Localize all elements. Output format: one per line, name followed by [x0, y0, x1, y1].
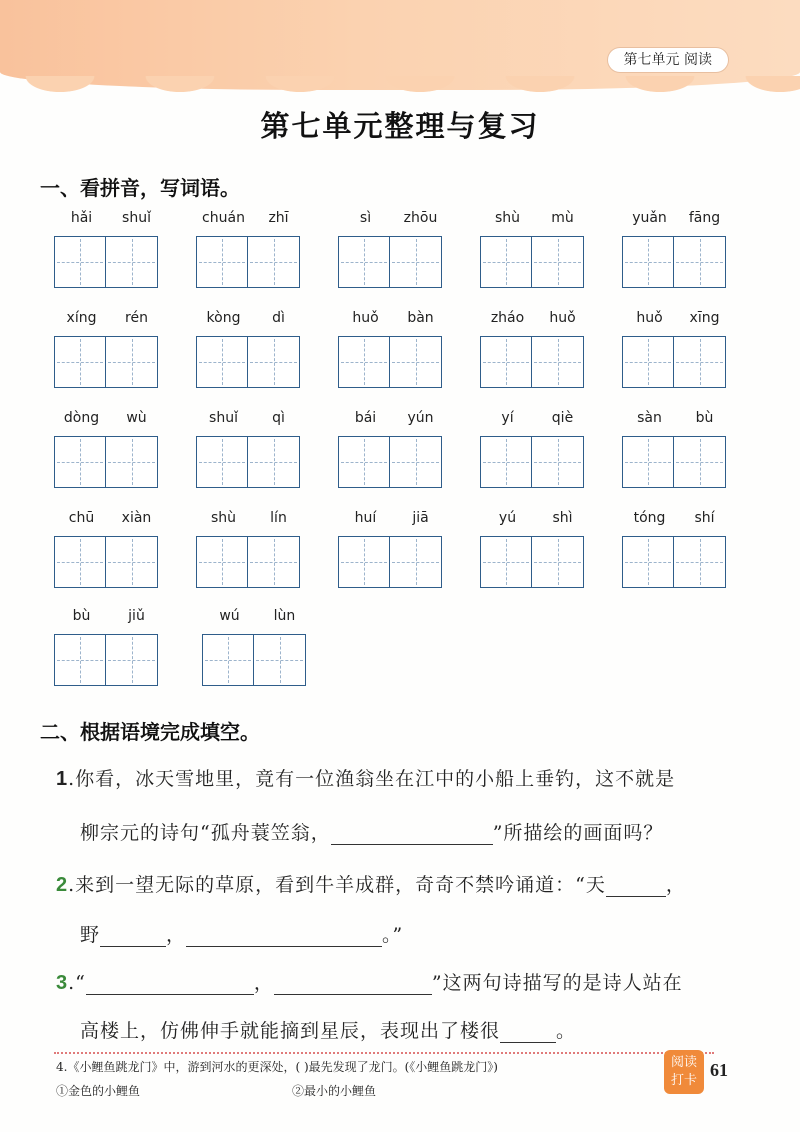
tianzige-box[interactable]	[54, 236, 106, 288]
pinyin-syllable: zhī	[268, 210, 289, 226]
pinyin-syllable: sàn	[637, 410, 662, 426]
pinyin	[338, 310, 448, 332]
answer-blank[interactable]	[86, 974, 254, 995]
word-item	[480, 410, 590, 488]
tianzige-box[interactable]	[622, 436, 674, 488]
tianzige-box[interactable]	[480, 236, 532, 288]
tianzige-box[interactable]	[254, 634, 306, 686]
pinyin	[338, 410, 448, 432]
unit-tag: 第七单元 阅读	[608, 48, 728, 72]
pinyin-syllable: shù	[494, 210, 521, 226]
tianzige-box[interactable]	[674, 236, 726, 288]
header-banner	[0, 0, 800, 90]
writing-boxes	[54, 634, 164, 686]
tianzige-box[interactable]	[248, 436, 300, 488]
question-text: 。	[556, 1020, 577, 1042]
pinyin-syllable: yún	[407, 410, 434, 426]
pinyin-syllable: shuǐ	[122, 210, 151, 226]
page-title: 第七单元整理与复习	[260, 109, 540, 143]
writing-boxes	[54, 236, 164, 288]
pinyin	[622, 310, 732, 332]
question-number: 3	[56, 972, 69, 994]
pinyin-syllable: zháo	[490, 310, 525, 326]
pinyin-syllable: lùn	[273, 608, 296, 624]
writing-boxes	[196, 336, 306, 388]
tianzige-box[interactable]	[390, 436, 442, 488]
pinyin-syllable: bù	[72, 608, 91, 624]
tianzige-box[interactable]	[54, 436, 106, 488]
pinyin	[196, 310, 306, 332]
word-item	[622, 310, 732, 388]
pinyin-syllable: wù	[126, 410, 147, 426]
question-3-line2	[80, 1016, 780, 1043]
pinyin-syllable: zhōu	[403, 210, 438, 226]
pinyin	[338, 510, 448, 532]
pinyin	[480, 410, 590, 432]
word-item	[480, 510, 590, 588]
tianzige-box[interactable]	[54, 634, 106, 686]
writing-boxes	[480, 436, 590, 488]
pinyin-syllable: lín	[270, 510, 287, 526]
pinyin-syllable: sì	[359, 210, 372, 226]
tianzige-box[interactable]	[480, 436, 532, 488]
pinyin-syllable: qì	[272, 410, 285, 426]
section-2-heading: 二、根据语境完成填空。	[40, 720, 260, 744]
pinyin-syllable: fāng	[688, 210, 721, 226]
tianzige-box[interactable]	[532, 236, 584, 288]
pinyin	[196, 410, 306, 432]
pinyin	[622, 410, 732, 432]
tianzige-box[interactable]	[202, 634, 254, 686]
pinyin	[196, 210, 306, 232]
question-text: 。”	[382, 924, 404, 946]
question-text: ”所描绘的画面吗？	[492, 822, 664, 844]
question-text: 柳宗元的诗句“孤舟蓑笠翁，	[80, 822, 331, 844]
question-text: ，	[253, 972, 274, 994]
question-1	[56, 764, 756, 791]
writing-boxes	[338, 536, 448, 588]
tianzige-box[interactable]	[480, 536, 532, 588]
pinyin-syllable: shuǐ	[209, 410, 238, 426]
pinyin	[54, 608, 164, 630]
writing-boxes	[338, 236, 448, 288]
writing-boxes	[196, 536, 306, 588]
word-item	[622, 210, 732, 288]
pinyin	[54, 210, 164, 232]
tianzige-box[interactable]	[106, 336, 158, 388]
question-text: 高楼上，仿佛伸手就能摘到星辰，表现出了楼很	[80, 1020, 501, 1042]
reading-checkin-badge[interactable]	[664, 1050, 704, 1094]
writing-boxes	[622, 436, 732, 488]
answer-blank[interactable]	[500, 1022, 556, 1043]
pinyin	[338, 210, 448, 232]
badge-line2: 打卡	[670, 1073, 697, 1088]
tianzige-box[interactable]	[532, 436, 584, 488]
word-item	[196, 310, 306, 388]
pinyin	[622, 510, 732, 532]
pinyin-syllable: bàn	[407, 310, 434, 326]
writing-boxes	[480, 236, 590, 288]
badge-line1: 阅读	[670, 1055, 697, 1070]
writing-boxes	[338, 436, 448, 488]
pinyin-syllable: jiā	[412, 510, 429, 526]
tianzige-box[interactable]	[54, 536, 106, 588]
pinyin-syllable: wú	[219, 608, 240, 624]
pinyin-syllable: yí	[501, 410, 514, 426]
pinyin-syllable: huí	[354, 510, 377, 526]
option-2[interactable]: ②最小的小鲤鱼	[292, 1084, 377, 1098]
word-item	[338, 410, 448, 488]
writing-boxes	[54, 436, 164, 488]
pinyin-syllable: bù	[695, 410, 714, 426]
pinyin-syllable: mù	[551, 210, 574, 226]
word-item	[202, 608, 312, 686]
word-item	[622, 410, 732, 488]
word-item	[54, 310, 164, 388]
pinyin	[480, 310, 590, 332]
question-text: 野	[80, 924, 101, 946]
tianzige-box[interactable]	[674, 336, 726, 388]
pinyin-syllable: yuǎn	[632, 210, 667, 226]
pinyin-syllable: kòng	[206, 310, 241, 326]
pinyin-syllable: dì	[272, 310, 285, 326]
pinyin-syllable: bái	[354, 410, 377, 426]
pinyin	[54, 410, 164, 432]
question-2	[56, 870, 756, 897]
tianzige-box[interactable]	[674, 436, 726, 488]
pinyin	[622, 210, 732, 232]
pinyin-syllable: xiàn	[121, 510, 152, 526]
pinyin-syllable: qiè	[551, 410, 574, 426]
word-item	[338, 510, 448, 588]
tianzige-box[interactable]	[622, 336, 674, 388]
option-1[interactable]: ①金色的小鲤鱼	[56, 1084, 141, 1098]
word-item	[54, 210, 164, 288]
pinyin	[480, 510, 590, 532]
writing-boxes	[196, 436, 306, 488]
word-item	[196, 210, 306, 288]
word-item	[196, 510, 306, 588]
pinyin-syllable: xīng	[689, 310, 720, 326]
pinyin-syllable: hǎi	[70, 210, 93, 226]
pinyin-syllable: rén	[125, 310, 148, 326]
pinyin-syllable: shù	[210, 510, 237, 526]
tianzige-box[interactable]	[338, 536, 390, 588]
tianzige-box[interactable]	[480, 336, 532, 388]
tianzige-box[interactable]	[196, 536, 248, 588]
answer-blank[interactable]	[186, 926, 382, 947]
tianzige-box[interactable]	[196, 436, 248, 488]
tianzige-box[interactable]	[338, 236, 390, 288]
question-1-line2	[80, 818, 780, 845]
tianzige-box[interactable]	[622, 236, 674, 288]
pinyin-syllable: huǒ	[549, 310, 576, 326]
tianzige-box[interactable]	[196, 336, 248, 388]
tianzige-box[interactable]	[338, 336, 390, 388]
tianzige-box[interactable]	[532, 336, 584, 388]
word-item	[338, 310, 448, 388]
question-text: ，	[665, 874, 686, 896]
word-item	[480, 210, 590, 288]
word-item	[622, 510, 732, 588]
tianzige-box[interactable]	[532, 536, 584, 588]
word-item	[54, 608, 164, 686]
answer-blank[interactable]	[100, 926, 166, 947]
pinyin-syllable: shí	[694, 510, 715, 526]
pinyin	[54, 310, 164, 332]
answer-blank[interactable]	[274, 974, 432, 995]
tianzige-box[interactable]	[106, 236, 158, 288]
question-number: 1	[56, 768, 69, 790]
tianzige-box[interactable]	[106, 536, 158, 588]
writing-boxes	[622, 336, 732, 388]
question-3	[56, 968, 756, 995]
tianzige-box[interactable]	[106, 634, 158, 686]
pinyin	[480, 210, 590, 232]
writing-boxes	[480, 336, 590, 388]
question-text: ”这两句诗描写的是诗人站在	[431, 972, 683, 994]
pinyin-syllable: huǒ	[352, 310, 379, 326]
dotted-divider	[54, 1052, 714, 1054]
section-1-heading: 一、看拼音，写词语。	[40, 176, 240, 200]
writing-boxes	[196, 236, 306, 288]
pinyin	[196, 510, 306, 532]
page-number: 61	[710, 1060, 728, 1080]
tianzige-box[interactable]	[248, 236, 300, 288]
writing-boxes	[622, 536, 732, 588]
writing-boxes	[202, 634, 312, 686]
question-text: .来到一望无际的草原，看到牛羊成群，奇奇不禁吟诵道：“天	[68, 874, 606, 896]
answer-blank[interactable]	[606, 876, 666, 897]
pinyin-syllable: huǒ	[636, 310, 663, 326]
tianzige-box[interactable]	[106, 436, 158, 488]
pinyin-syllable: tóng	[633, 510, 666, 526]
word-item	[54, 510, 164, 588]
tianzige-box[interactable]	[338, 436, 390, 488]
pinyin-syllable: jiǔ	[128, 608, 145, 624]
question-2-line2	[80, 920, 780, 947]
pinyin-syllable: yú	[498, 510, 517, 526]
question-number: 2	[56, 874, 69, 896]
tianzige-box[interactable]	[622, 536, 674, 588]
pinyin-syllable: dòng	[63, 410, 100, 426]
tianzige-box[interactable]	[196, 236, 248, 288]
tianzige-box[interactable]	[54, 336, 106, 388]
pinyin	[54, 510, 164, 532]
writing-boxes	[54, 536, 164, 588]
tianzige-box[interactable]	[390, 336, 442, 388]
pinyin-syllable: xíng	[66, 310, 97, 326]
question-text: .“	[68, 972, 86, 994]
question-text: .你看，冰天雪地里，竟有一位渔翁坐在江中的小船上垂钓，这不就是	[68, 768, 676, 790]
tianzige-box[interactable]	[248, 536, 300, 588]
writing-boxes	[338, 336, 448, 388]
pinyin-syllable: shì	[552, 510, 573, 526]
tianzige-box[interactable]	[248, 336, 300, 388]
question-4: 4.《小鲤鱼跳龙门》中，游到河水的更深处，( )最先发现了龙门。(《小鲤鱼跳龙门》)	[56, 1060, 498, 1074]
writing-boxes	[622, 236, 732, 288]
pinyin	[202, 608, 312, 630]
word-item	[196, 410, 306, 488]
pinyin-grid	[0, 210, 800, 690]
word-item	[338, 210, 448, 288]
tianzige-box[interactable]	[390, 236, 442, 288]
writing-boxes	[54, 336, 164, 388]
answer-blank[interactable]	[331, 824, 493, 845]
pinyin-syllable: chū	[68, 510, 95, 526]
pinyin-syllable: chuán	[202, 210, 245, 226]
word-item	[54, 410, 164, 488]
writing-boxes	[480, 536, 590, 588]
tianzige-box[interactable]	[390, 536, 442, 588]
question-text: ，	[166, 924, 187, 946]
word-item	[480, 310, 590, 388]
tianzige-box[interactable]	[674, 536, 726, 588]
